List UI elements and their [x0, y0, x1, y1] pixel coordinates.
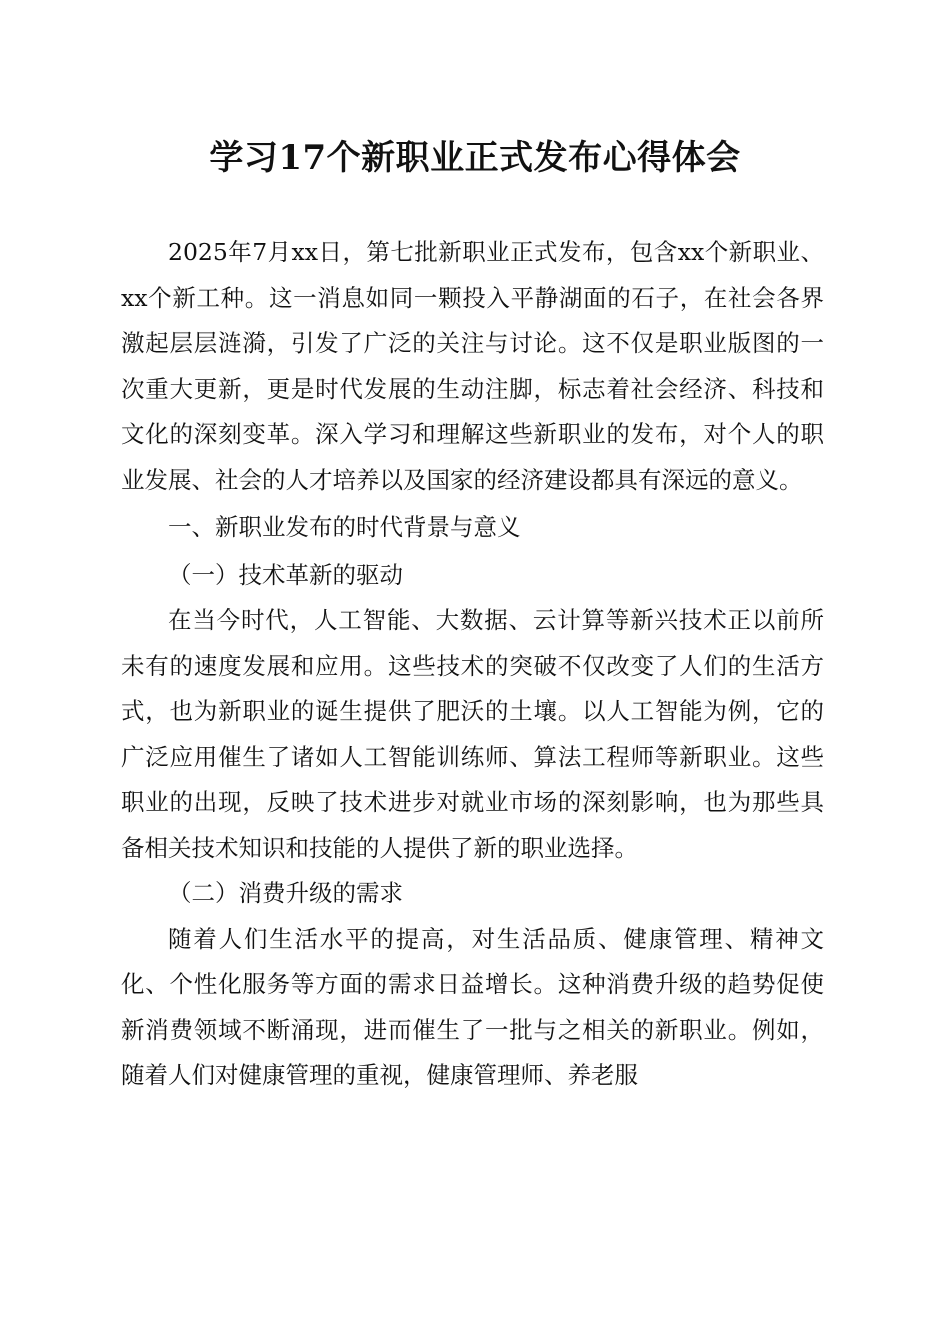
section-heading-1: 一、新职业发布的时代背景与意义: [168, 513, 521, 541]
consumption-paragraph: 随着人们生活水平的提高，对生活品质、健康管理、精神文化、个性化服务等方面的需求日益增长。这种消费升级的趋势促使新消费领域不断涌现，进而催生了一批与之相关的新职业。例如，随着人们对健康管理的重视，健康管理师、养老服: [121, 924, 824, 1089]
technology-paragraph: 在当今时代，人工智能、大数据、云计算等新兴技术正以前所未有的速度发展和应用。这些技术的突破不仅改变了人们的生活方式，也为新职业的诞生提供了肥沃的土壤。以人工智能为例，它的广泛应用催生了诸如人工智能训练师、算法工程师等新职业。这些职业的出现，反映了技术进步对就业市场的深刻影响，也为那些具备相关技术知识和技能的人提供了新的职业选择。: [121, 606, 824, 862]
subsection-heading-1: （一）技术革新的驱动: [168, 560, 403, 589]
intro-paragraph: 2025年7月xx日，第七批新职业正式发布，包含xx个新职业、xx个新工种。这一消息如同一颗投入平静湖面的石子，在社会各界激起层层涟漪，引发了广泛的关注与讨论。这不仅是职业版图的一次重大更新，更是时代发展的生动注脚，标志着社会经济、科技和文化的深刻变革。深入学习和理解这些新职业的发布，对个人的职业发展、社会的人才培养以及国家的经济建设都具有深远的意义。: [121, 238, 824, 494]
document-body: [121, 230, 824, 1099]
subsection-heading-2: （二）消费升级的需求: [168, 879, 403, 907]
document-title: 学习17个新职业正式发布心得体会: [209, 138, 741, 178]
